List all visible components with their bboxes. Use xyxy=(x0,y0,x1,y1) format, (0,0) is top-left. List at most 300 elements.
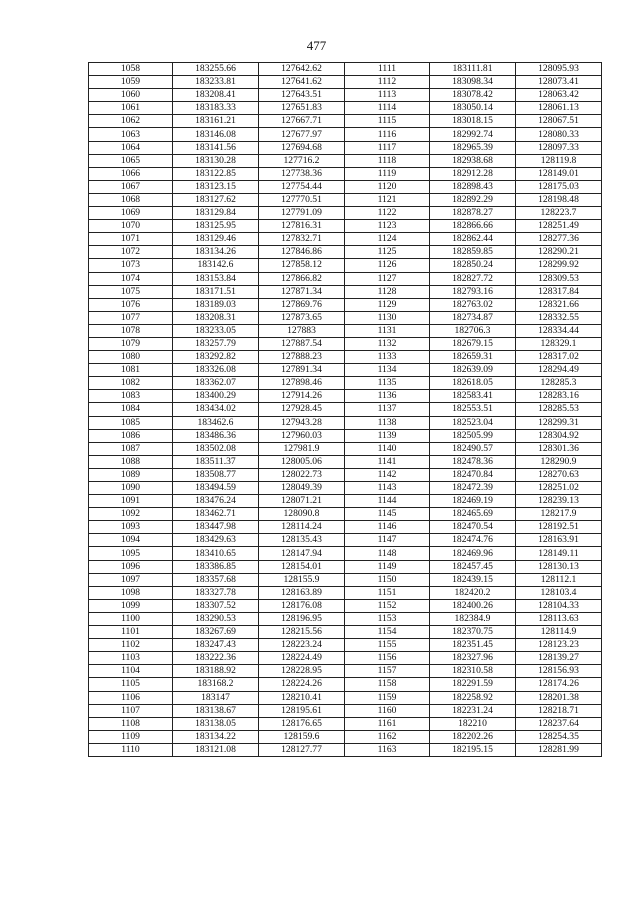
table-cell-y-coordinate: 128113.63 xyxy=(516,612,602,625)
table-cell-x-coordinate: 182706.3 xyxy=(430,324,516,337)
table-cell-x-coordinate: 183326.08 xyxy=(173,364,259,377)
table-row xyxy=(89,639,602,652)
table-cell-point-number: 1060 xyxy=(89,89,173,102)
table-cell-y-coordinate: 128090.8 xyxy=(259,508,345,521)
table-cell-point-number: 1115 xyxy=(345,115,430,128)
table-row xyxy=(89,547,602,560)
table-cell-point-number: 1103 xyxy=(89,652,173,665)
table-cell-y-coordinate: 128155.9 xyxy=(259,573,345,586)
table-cell-point-number: 1123 xyxy=(345,220,430,233)
table-cell-y-coordinate: 127716.2 xyxy=(259,154,345,167)
table-cell-point-number: 1131 xyxy=(345,324,430,337)
table-cell-point-number: 1062 xyxy=(89,115,173,128)
table-cell-y-coordinate: 128294.49 xyxy=(516,364,602,377)
table-cell-y-coordinate: 127816.31 xyxy=(259,220,345,233)
table-cell-x-coordinate: 182992.74 xyxy=(430,128,516,141)
table-cell-x-coordinate: 183138.67 xyxy=(173,704,259,717)
table-cell-point-number: 1117 xyxy=(345,141,430,154)
table-row xyxy=(89,246,602,259)
page-number: 477 xyxy=(306,38,327,53)
table-cell-y-coordinate: 128095.93 xyxy=(516,63,602,76)
table-row xyxy=(89,220,602,233)
table-row xyxy=(89,390,602,403)
table-cell-point-number: 1141 xyxy=(345,455,430,468)
table-cell-y-coordinate: 128218.71 xyxy=(516,704,602,717)
table-cell-y-coordinate: 127643.51 xyxy=(259,89,345,102)
table-row xyxy=(89,521,602,534)
table-cell-x-coordinate: 183362.07 xyxy=(173,377,259,390)
table-cell-y-coordinate: 128127.77 xyxy=(259,743,345,756)
table-cell-x-coordinate: 182553.51 xyxy=(430,403,516,416)
table-cell-x-coordinate: 183142.6 xyxy=(173,259,259,272)
table-cell-point-number: 1070 xyxy=(89,220,173,233)
table-cell-point-number: 1098 xyxy=(89,586,173,599)
table-cell-x-coordinate: 183386.85 xyxy=(173,560,259,573)
table-cell-x-coordinate: 182384.9 xyxy=(430,612,516,625)
table-cell-point-number: 1143 xyxy=(345,482,430,495)
table-cell-y-coordinate: 128270.63 xyxy=(516,468,602,481)
table-cell-y-coordinate: 128228.95 xyxy=(259,665,345,678)
table-cell-y-coordinate: 128317.84 xyxy=(516,285,602,298)
table-cell-y-coordinate: 128104.33 xyxy=(516,599,602,612)
table-cell-point-number: 1118 xyxy=(345,154,430,167)
table-cell-x-coordinate: 183511.37 xyxy=(173,455,259,468)
table-cell-x-coordinate: 182370.75 xyxy=(430,626,516,639)
table-row xyxy=(89,403,602,416)
table-cell-x-coordinate: 183208.41 xyxy=(173,89,259,102)
table-cell-x-coordinate: 183121.08 xyxy=(173,743,259,756)
table-cell-x-coordinate: 183161.21 xyxy=(173,115,259,128)
table-cell-y-coordinate: 128156.93 xyxy=(516,665,602,678)
table-row xyxy=(89,455,602,468)
table-cell-y-coordinate: 127677.97 xyxy=(259,128,345,141)
table-cell-x-coordinate: 182859.85 xyxy=(430,246,516,259)
table-cell-y-coordinate: 128198.48 xyxy=(516,193,602,206)
table-cell-y-coordinate: 128224.49 xyxy=(259,652,345,665)
table-cell-point-number: 1058 xyxy=(89,63,173,76)
table-cell-x-coordinate: 183222.36 xyxy=(173,652,259,665)
table-cell-x-coordinate: 182469.19 xyxy=(430,495,516,508)
table-cell-point-number: 1100 xyxy=(89,612,173,625)
table-cell-y-coordinate: 127738.36 xyxy=(259,167,345,180)
table-cell-point-number: 1157 xyxy=(345,665,430,678)
table-cell-y-coordinate: 128119.8 xyxy=(516,154,602,167)
table-cell-x-coordinate: 183476.24 xyxy=(173,495,259,508)
table-cell-x-coordinate: 182763.02 xyxy=(430,298,516,311)
table-row xyxy=(89,154,602,167)
table-cell-point-number: 1124 xyxy=(345,233,430,246)
table-row xyxy=(89,89,602,102)
table-cell-point-number: 1094 xyxy=(89,534,173,547)
table-cell-y-coordinate: 128176.65 xyxy=(259,717,345,730)
table-cell-x-coordinate: 182878.27 xyxy=(430,207,516,220)
table-cell-x-coordinate: 183292.82 xyxy=(173,351,259,364)
table-cell-point-number: 1144 xyxy=(345,495,430,508)
table-cell-x-coordinate: 182195.15 xyxy=(430,743,516,756)
table-row xyxy=(89,76,602,89)
table-cell-x-coordinate: 182457.45 xyxy=(430,560,516,573)
table-cell-y-coordinate: 127866.82 xyxy=(259,272,345,285)
table-cell-point-number: 1116 xyxy=(345,128,430,141)
table-cell-point-number: 1130 xyxy=(345,311,430,324)
table-cell-x-coordinate: 183257.79 xyxy=(173,337,259,350)
table-cell-y-coordinate: 128332.55 xyxy=(516,311,602,324)
table-cell-x-coordinate: 182470.54 xyxy=(430,521,516,534)
table-row xyxy=(89,482,602,495)
table-cell-x-coordinate: 183410.65 xyxy=(173,547,259,560)
table-cell-y-coordinate: 127642.62 xyxy=(259,63,345,76)
table-cell-x-coordinate: 183134.22 xyxy=(173,730,259,743)
table-cell-x-coordinate: 183078.42 xyxy=(430,89,516,102)
table-cell-y-coordinate: 128139.27 xyxy=(516,652,602,665)
table-row xyxy=(89,285,602,298)
table-row xyxy=(89,63,602,76)
table-cell-y-coordinate: 127898.46 xyxy=(259,377,345,390)
table-cell-y-coordinate: 128251.02 xyxy=(516,482,602,495)
table-cell-y-coordinate: 128321.66 xyxy=(516,298,602,311)
table-cell-y-coordinate: 127960.03 xyxy=(259,429,345,442)
table-cell-point-number: 1159 xyxy=(345,691,430,704)
table-cell-y-coordinate: 128154.01 xyxy=(259,560,345,573)
table-row xyxy=(89,364,602,377)
table-cell-y-coordinate: 127651.83 xyxy=(259,102,345,115)
table-cell-x-coordinate: 183134.26 xyxy=(173,246,259,259)
table-cell-x-coordinate: 182898.43 xyxy=(430,180,516,193)
table-cell-point-number: 1163 xyxy=(345,743,430,756)
table-cell-x-coordinate: 182523.04 xyxy=(430,416,516,429)
table-cell-y-coordinate: 128334.44 xyxy=(516,324,602,337)
table-row xyxy=(89,233,602,246)
table-cell-point-number: 1095 xyxy=(89,547,173,560)
table-cell-x-coordinate: 183429.63 xyxy=(173,534,259,547)
table-cell-point-number: 1119 xyxy=(345,167,430,180)
table-cell-x-coordinate: 183018.15 xyxy=(430,115,516,128)
table-row xyxy=(89,573,602,586)
table-cell-y-coordinate: 127914.26 xyxy=(259,390,345,403)
table-cell-x-coordinate: 183122.85 xyxy=(173,167,259,180)
table-row xyxy=(89,324,602,337)
table-row xyxy=(89,298,602,311)
table-cell-x-coordinate: 182472.39 xyxy=(430,482,516,495)
table-cell-x-coordinate: 183171.51 xyxy=(173,285,259,298)
table-cell-x-coordinate: 182862.44 xyxy=(430,233,516,246)
table-cell-y-coordinate: 128135.43 xyxy=(259,534,345,547)
table-cell-x-coordinate: 182478.36 xyxy=(430,455,516,468)
table-cell-point-number: 1129 xyxy=(345,298,430,311)
table-cell-x-coordinate: 182965.39 xyxy=(430,141,516,154)
table-cell-point-number: 1134 xyxy=(345,364,430,377)
table-cell-y-coordinate: 128281.99 xyxy=(516,743,602,756)
table-cell-point-number: 1155 xyxy=(345,639,430,652)
table-cell-point-number: 1078 xyxy=(89,324,173,337)
table-cell-point-number: 1114 xyxy=(345,102,430,115)
table-row xyxy=(89,743,602,756)
table-cell-y-coordinate: 128061.13 xyxy=(516,102,602,115)
table-cell-point-number: 1149 xyxy=(345,560,430,573)
table-cell-x-coordinate: 182469.96 xyxy=(430,547,516,560)
table-cell-y-coordinate: 127869.76 xyxy=(259,298,345,311)
table-cell-x-coordinate: 183138.05 xyxy=(173,717,259,730)
table-row xyxy=(89,167,602,180)
table-row xyxy=(89,586,602,599)
table-cell-point-number: 1093 xyxy=(89,521,173,534)
table-cell-x-coordinate: 183188.92 xyxy=(173,665,259,678)
table-cell-point-number: 1087 xyxy=(89,442,173,455)
table-cell-y-coordinate: 128283.16 xyxy=(516,390,602,403)
table-row xyxy=(89,665,602,678)
table-cell-y-coordinate: 128309.53 xyxy=(516,272,602,285)
table-cell-point-number: 1107 xyxy=(89,704,173,717)
table-cell-y-coordinate: 128224.26 xyxy=(259,678,345,691)
table-cell-x-coordinate: 183189.03 xyxy=(173,298,259,311)
table-cell-point-number: 1099 xyxy=(89,599,173,612)
table-cell-point-number: 1086 xyxy=(89,429,173,442)
table-cell-y-coordinate: 128299.92 xyxy=(516,259,602,272)
table-cell-x-coordinate: 182490.57 xyxy=(430,442,516,455)
table-cell-point-number: 1076 xyxy=(89,298,173,311)
table-cell-point-number: 1136 xyxy=(345,390,430,403)
table-cell-point-number: 1068 xyxy=(89,193,173,206)
table-cell-x-coordinate: 183357.68 xyxy=(173,573,259,586)
table-cell-point-number: 1145 xyxy=(345,508,430,521)
table-cell-point-number: 1082 xyxy=(89,377,173,390)
table-cell-x-coordinate: 182202.26 xyxy=(430,730,516,743)
table-cell-y-coordinate: 128073.41 xyxy=(516,76,602,89)
table-cell-point-number: 1113 xyxy=(345,89,430,102)
table-cell-point-number: 1097 xyxy=(89,573,173,586)
table-cell-y-coordinate: 127770.51 xyxy=(259,193,345,206)
table-cell-x-coordinate: 183141.56 xyxy=(173,141,259,154)
table-cell-x-coordinate: 183267.69 xyxy=(173,626,259,639)
table-cell-x-coordinate: 183208.31 xyxy=(173,311,259,324)
table-cell-point-number: 1080 xyxy=(89,351,173,364)
table-cell-x-coordinate: 183233.81 xyxy=(173,76,259,89)
table-cell-x-coordinate: 183462.6 xyxy=(173,416,259,429)
table-row xyxy=(89,442,602,455)
table-cell-point-number: 1064 xyxy=(89,141,173,154)
table-cell-y-coordinate: 128112.1 xyxy=(516,573,602,586)
table-cell-point-number: 1096 xyxy=(89,560,173,573)
table-cell-y-coordinate: 128049.39 xyxy=(259,482,345,495)
table-cell-x-coordinate: 182258.92 xyxy=(430,691,516,704)
table-cell-x-coordinate: 183508.77 xyxy=(173,468,259,481)
table-cell-x-coordinate: 183127.62 xyxy=(173,193,259,206)
table-row xyxy=(89,351,602,364)
table-cell-point-number: 1125 xyxy=(345,246,430,259)
table-row xyxy=(89,311,602,324)
table-cell-x-coordinate: 182327.96 xyxy=(430,652,516,665)
table-cell-x-coordinate: 183098.34 xyxy=(430,76,516,89)
table-cell-y-coordinate: 127981.9 xyxy=(259,442,345,455)
table-row xyxy=(89,272,602,285)
table-cell-y-coordinate: 127891.34 xyxy=(259,364,345,377)
table-cell-y-coordinate: 127667.71 xyxy=(259,115,345,128)
table-cell-y-coordinate: 127791.09 xyxy=(259,207,345,220)
table-cell-point-number: 1077 xyxy=(89,311,173,324)
table-cell-x-coordinate: 183307.52 xyxy=(173,599,259,612)
table-cell-y-coordinate: 128317.02 xyxy=(516,351,602,364)
table-cell-x-coordinate: 182465.69 xyxy=(430,508,516,521)
table-cell-x-coordinate: 182850.24 xyxy=(430,259,516,272)
table-cell-x-coordinate: 182734.87 xyxy=(430,311,516,324)
table-cell-point-number: 1108 xyxy=(89,717,173,730)
table-cell-x-coordinate: 182827.72 xyxy=(430,272,516,285)
table-cell-point-number: 1133 xyxy=(345,351,430,364)
table-cell-y-coordinate: 128063.42 xyxy=(516,89,602,102)
table-row xyxy=(89,468,602,481)
table-cell-x-coordinate: 183327.78 xyxy=(173,586,259,599)
table-cell-point-number: 1073 xyxy=(89,259,173,272)
table-cell-x-coordinate: 182310.58 xyxy=(430,665,516,678)
table-row xyxy=(89,678,602,691)
table-cell-point-number: 1126 xyxy=(345,259,430,272)
table-cell-y-coordinate: 128301.36 xyxy=(516,442,602,455)
table-cell-point-number: 1161 xyxy=(345,717,430,730)
table-cell-y-coordinate: 127871.34 xyxy=(259,285,345,298)
table-cell-x-coordinate: 183494.59 xyxy=(173,482,259,495)
table-cell-x-coordinate: 183111.81 xyxy=(430,63,516,76)
table-cell-x-coordinate: 182351.45 xyxy=(430,639,516,652)
table-cell-y-coordinate: 128329.1 xyxy=(516,337,602,350)
table-cell-point-number: 1090 xyxy=(89,482,173,495)
table-cell-point-number: 1061 xyxy=(89,102,173,115)
table-row xyxy=(89,626,602,639)
table-row xyxy=(89,102,602,115)
table-cell-point-number: 1092 xyxy=(89,508,173,521)
table-cell-point-number: 1111 xyxy=(345,63,430,76)
table-cell-y-coordinate: 128285.3 xyxy=(516,377,602,390)
table-cell-point-number: 1066 xyxy=(89,167,173,180)
table-cell-y-coordinate: 128130.13 xyxy=(516,560,602,573)
table-cell-x-coordinate: 183290.53 xyxy=(173,612,259,625)
table-cell-y-coordinate: 127754.44 xyxy=(259,180,345,193)
table-cell-point-number: 1121 xyxy=(345,193,430,206)
table-cell-y-coordinate: 128223.7 xyxy=(516,207,602,220)
table-cell-y-coordinate: 128254.35 xyxy=(516,730,602,743)
table-cell-x-coordinate: 182793.16 xyxy=(430,285,516,298)
table-cell-point-number: 1151 xyxy=(345,586,430,599)
table-cell-point-number: 1089 xyxy=(89,468,173,481)
table-row xyxy=(89,612,602,625)
table-cell-y-coordinate: 128103.4 xyxy=(516,586,602,599)
table-cell-y-coordinate: 128022.73 xyxy=(259,468,345,481)
table-row xyxy=(89,193,602,206)
table-cell-x-coordinate: 182505.99 xyxy=(430,429,516,442)
table-cell-point-number: 1079 xyxy=(89,337,173,350)
table-cell-x-coordinate: 183050.14 xyxy=(430,102,516,115)
table-cell-y-coordinate: 128147.94 xyxy=(259,547,345,560)
table-cell-point-number: 1150 xyxy=(345,573,430,586)
table-cell-point-number: 1071 xyxy=(89,233,173,246)
table-cell-point-number: 1156 xyxy=(345,652,430,665)
table-cell-point-number: 1146 xyxy=(345,521,430,534)
table-row xyxy=(89,377,602,390)
table-cell-x-coordinate: 183255.66 xyxy=(173,63,259,76)
table-cell-x-coordinate: 182470.84 xyxy=(430,468,516,481)
table-cell-y-coordinate: 127873.65 xyxy=(259,311,345,324)
table-row xyxy=(89,416,602,429)
table-cell-y-coordinate: 128290.9 xyxy=(516,455,602,468)
table-row xyxy=(89,508,602,521)
table-cell-point-number: 1088 xyxy=(89,455,173,468)
table-cell-y-coordinate: 127846.86 xyxy=(259,246,345,259)
table-row xyxy=(89,128,602,141)
table-cell-point-number: 1084 xyxy=(89,403,173,416)
table-cell-point-number: 1120 xyxy=(345,180,430,193)
table-cell-y-coordinate: 128210.41 xyxy=(259,691,345,704)
table-cell-point-number: 1135 xyxy=(345,377,430,390)
table-row xyxy=(89,180,602,193)
table-cell-y-coordinate: 128163.91 xyxy=(516,534,602,547)
table-row xyxy=(89,599,602,612)
table-cell-x-coordinate: 182679.15 xyxy=(430,337,516,350)
table-cell-point-number: 1137 xyxy=(345,403,430,416)
table-cell-x-coordinate: 183129.84 xyxy=(173,207,259,220)
table-cell-y-coordinate: 128114.9 xyxy=(516,626,602,639)
table-cell-y-coordinate: 127883 xyxy=(259,324,345,337)
table-cell-y-coordinate: 128159.6 xyxy=(259,730,345,743)
table-cell-y-coordinate: 128114.24 xyxy=(259,521,345,534)
table-cell-point-number: 1085 xyxy=(89,416,173,429)
table-cell-point-number: 1138 xyxy=(345,416,430,429)
table-cell-point-number: 1139 xyxy=(345,429,430,442)
table-cell-x-coordinate: 182892.29 xyxy=(430,193,516,206)
table-cell-x-coordinate: 182583.41 xyxy=(430,390,516,403)
table-cell-y-coordinate: 128239.13 xyxy=(516,495,602,508)
table-cell-point-number: 1091 xyxy=(89,495,173,508)
table-cell-point-number: 1075 xyxy=(89,285,173,298)
table-cell-x-coordinate: 182618.05 xyxy=(430,377,516,390)
table-cell-y-coordinate: 128237.64 xyxy=(516,717,602,730)
table-cell-point-number: 1147 xyxy=(345,534,430,547)
coordinates-table xyxy=(88,62,602,757)
table-row xyxy=(89,259,602,272)
table-cell-y-coordinate: 128304.92 xyxy=(516,429,602,442)
table-cell-y-coordinate: 127943.28 xyxy=(259,416,345,429)
table-cell-x-coordinate: 183147 xyxy=(173,691,259,704)
table-cell-point-number: 1067 xyxy=(89,180,173,193)
table-cell-y-coordinate: 128192.51 xyxy=(516,521,602,534)
table-cell-y-coordinate: 127694.68 xyxy=(259,141,345,154)
table-cell-y-coordinate: 127887.54 xyxy=(259,337,345,350)
table-cell-y-coordinate: 128176.08 xyxy=(259,599,345,612)
table-row xyxy=(89,429,602,442)
table-row xyxy=(89,141,602,154)
table-cell-x-coordinate: 182420.2 xyxy=(430,586,516,599)
table-cell-point-number: 1105 xyxy=(89,678,173,691)
table-cell-y-coordinate: 127641.62 xyxy=(259,76,345,89)
table-cell-point-number: 1110 xyxy=(89,743,173,756)
table-cell-x-coordinate: 183247.43 xyxy=(173,639,259,652)
table-cell-x-coordinate: 183462.71 xyxy=(173,508,259,521)
table-cell-x-coordinate: 182866.66 xyxy=(430,220,516,233)
table-cell-x-coordinate: 183129.46 xyxy=(173,233,259,246)
table-cell-x-coordinate: 183233.05 xyxy=(173,324,259,337)
table-cell-y-coordinate: 127928.45 xyxy=(259,403,345,416)
table-row xyxy=(89,115,602,128)
table-cell-x-coordinate: 183400.29 xyxy=(173,390,259,403)
table-cell-y-coordinate: 128215.56 xyxy=(259,626,345,639)
table-cell-x-coordinate: 183434.02 xyxy=(173,403,259,416)
table-row xyxy=(89,730,602,743)
table-row xyxy=(89,495,602,508)
table-cell-y-coordinate: 127888.23 xyxy=(259,351,345,364)
table-cell-point-number: 1069 xyxy=(89,207,173,220)
table-cell-x-coordinate: 183183.33 xyxy=(173,102,259,115)
table-cell-y-coordinate: 128097.33 xyxy=(516,141,602,154)
table-row xyxy=(89,691,602,704)
table-cell-x-coordinate: 183447.98 xyxy=(173,521,259,534)
